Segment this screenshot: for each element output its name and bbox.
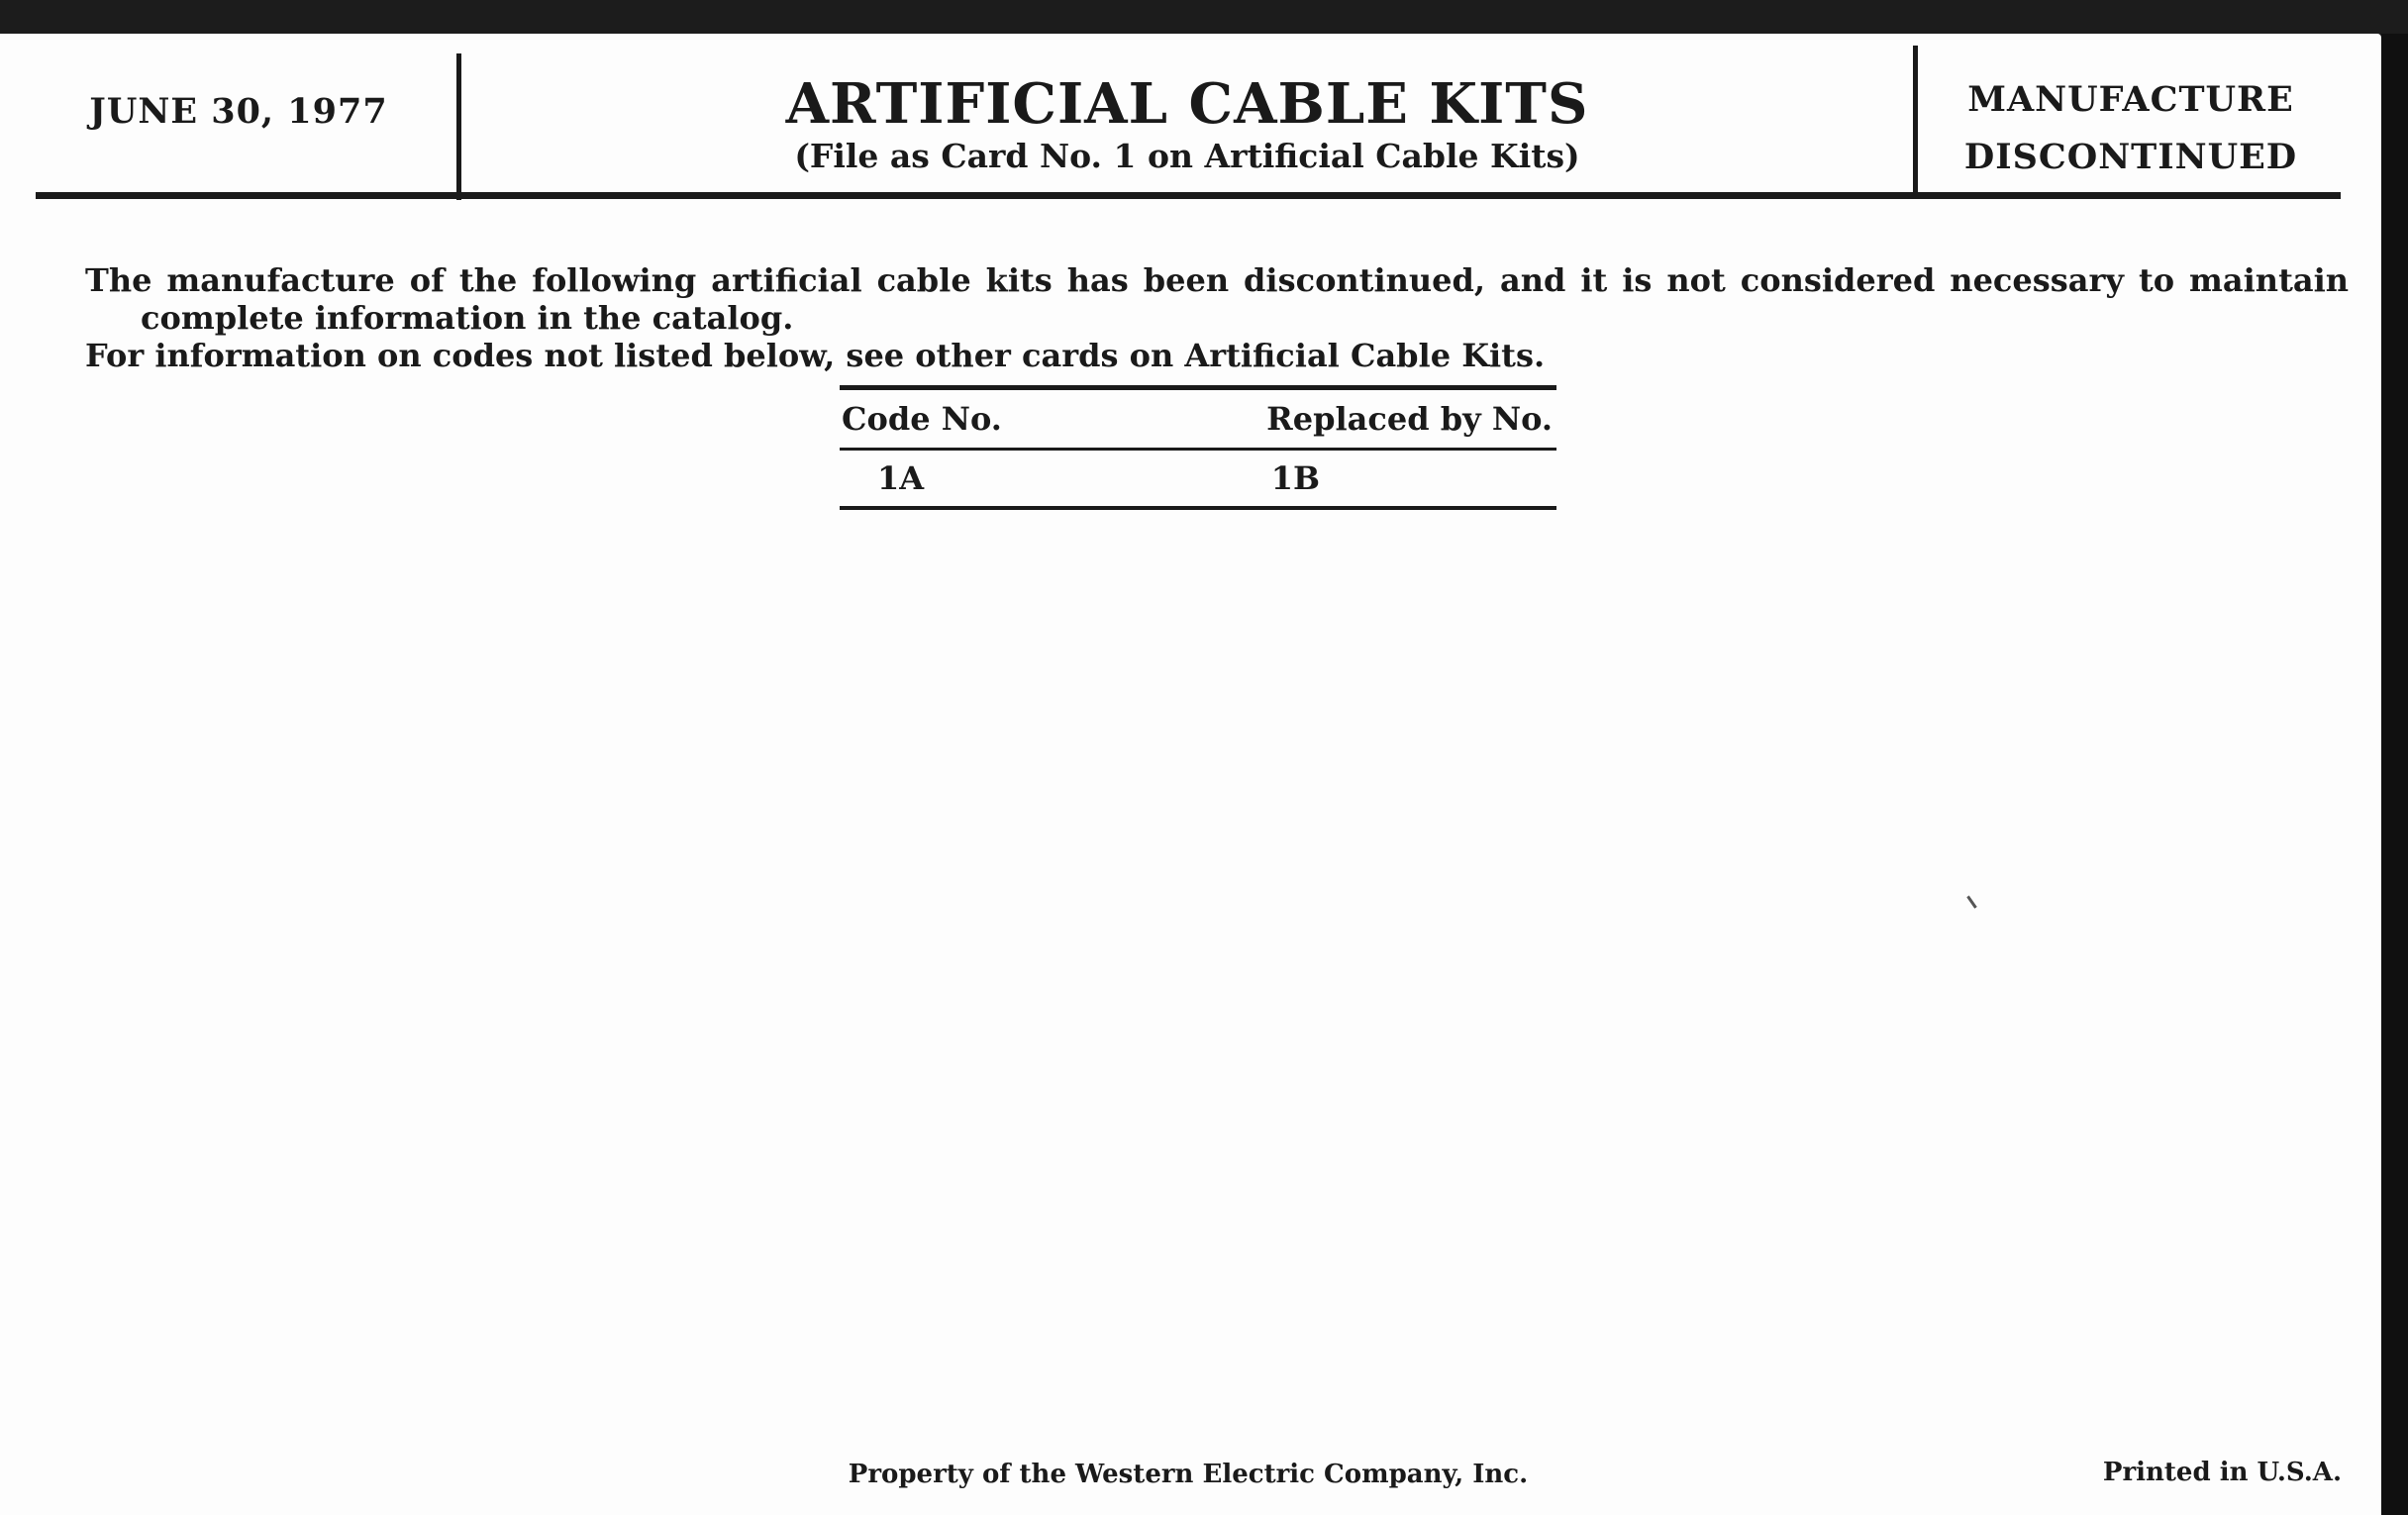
status-line-1: MANUFACTURE <box>1967 79 2294 120</box>
table-row <box>840 450 1556 509</box>
code-replacement-table <box>840 385 1556 510</box>
card-subtitle: (File as Card No. 1 on Artificial Cable Kits) <box>794 137 1580 175</box>
table-header-row <box>840 388 1556 450</box>
cell-replaced: 1B <box>1097 450 1556 509</box>
footer-printed: Printed in U.S.A. <box>2102 1458 2342 1487</box>
cell-code: 1A <box>840 450 1097 509</box>
catalog-card <box>0 34 2381 1515</box>
info-paragraph: For information on codes not listed below, see other cards on Artificial Cable Kits. <box>85 337 1546 374</box>
status-line-2: DISCONTINUED <box>1963 137 2298 177</box>
column-header-replaced: Replaced by No. <box>1097 388 1556 450</box>
scan-edge <box>2381 34 2408 1515</box>
card-date: JUNE 30, 1977 <box>89 91 388 132</box>
intro-paragraph: The manufacture of the following artificial cable kits has been discontinued, and it is not considered necessary to maintain complete information in the catalog. <box>85 261 2349 337</box>
card-status <box>1918 71 2344 186</box>
footer-property: Property of the Western Electric Company, Inc. <box>848 1460 1529 1489</box>
paper-speck <box>1966 895 1976 908</box>
card-title: ARTIFICIAL CABLE KITS <box>785 71 1589 137</box>
column-header-code: Code No. <box>840 388 1097 450</box>
header-rule <box>36 192 2341 199</box>
